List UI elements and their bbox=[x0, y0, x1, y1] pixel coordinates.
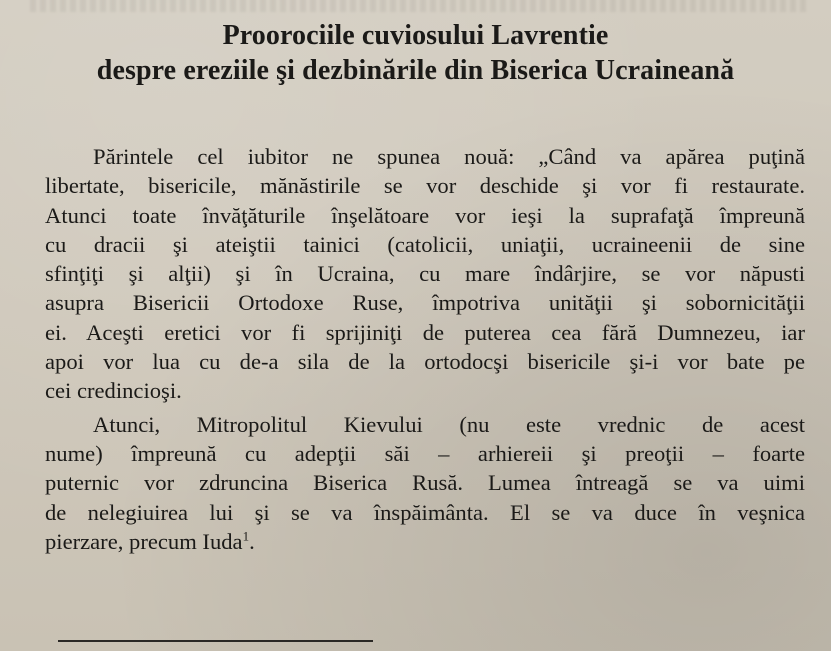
p2-line-5-period: . bbox=[249, 528, 255, 554]
p2-line-1: Atunci, Mitropolitul Kievului (nu este vrednic de acest bbox=[93, 411, 805, 437]
p1-line-3: Atunci toate învăţăturile înşelătoare vor ieşi la suprafaţă împreună bbox=[45, 202, 805, 228]
p1-line-7: ei. Aceşti eretici vor fi sprijiniţi de puterea cea fără Dumnezeu, iar bbox=[45, 319, 805, 345]
p2-line-2: nume) împreună cu adepţii săi – arhiereii şi preoţii – foarte bbox=[45, 440, 805, 466]
p2-line-3: puternic vor zdruncina Biserica Rusă. Lumea întreagă se va uimi bbox=[45, 470, 805, 496]
p1-line-2: libertate, bisericile, mănăstirile se vor deschide şi vor fi restaurate. bbox=[45, 173, 805, 199]
paragraph-2 bbox=[45, 410, 805, 556]
p1-line-6: asupra Bisericii Ortodoxe Ruse, împotriva unităţii şi sobornicităţii bbox=[45, 290, 805, 316]
p1-line-9: cei credincioşi. bbox=[45, 378, 182, 404]
p1-line-1: Părintele cel iubitor ne spunea nouă: „Când va apărea puţină bbox=[93, 144, 805, 169]
footnote-marker: 1 bbox=[242, 528, 250, 544]
body-text bbox=[45, 142, 805, 556]
p2-line-5-text: pierzare, precum Iuda bbox=[45, 528, 243, 554]
footnote-separator bbox=[58, 640, 373, 642]
p1-line-8: apoi vor lua cu de-a sila de la ortodocşi bisericile şi-i vor bate pe bbox=[45, 349, 805, 375]
p2-line-5 bbox=[45, 527, 805, 556]
paragraph-1 bbox=[45, 142, 805, 406]
page-title bbox=[0, 18, 831, 88]
bleed-through-texture bbox=[30, 0, 810, 12]
title-line-1: Proorociile cuviosului Lavrentie bbox=[222, 20, 609, 51]
p1-line-4: cu dracii şi ateiştii tainici (catolicii, uniaţii, ucraineenii de sine bbox=[45, 231, 805, 257]
p1-line-5: sfinţiţi şi alţii) şi în Ucraina, cu mare îndârjire, se vor năpusti bbox=[45, 261, 805, 287]
p2-line-4: de nelegiuirea lui şi se va înspăimânta. El se va duce în veşnica bbox=[45, 499, 805, 525]
title-line-2: despre ereziile şi dezbinările din Biserica Ucraineană bbox=[96, 55, 735, 86]
